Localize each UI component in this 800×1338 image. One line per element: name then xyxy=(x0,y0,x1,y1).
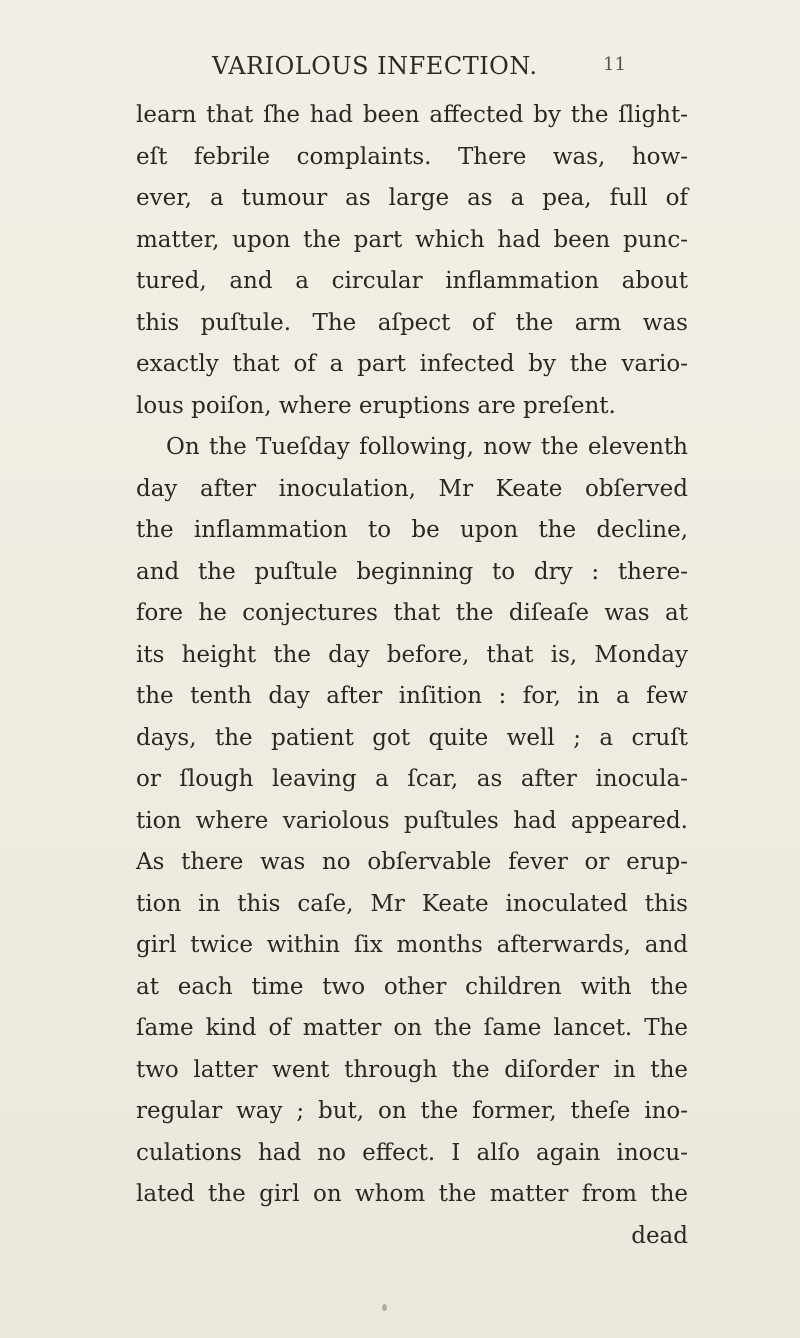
text-line: fore he conjectures that the diſeaſe was at xyxy=(136,600,688,626)
text-line: eſt febrile complaints. There was, how- xyxy=(136,143,688,170)
text-line: As there was no obſervable fever or erup- xyxy=(136,849,688,875)
catchword: dead xyxy=(631,1222,688,1249)
ink-spot xyxy=(382,1304,387,1311)
text-line: lous poiſon, where eruptions are preſent. xyxy=(136,392,616,419)
text-line: regular way ; but, on the former, theſe ino- xyxy=(136,1098,688,1124)
text-line: tured, and a circular inflammation about xyxy=(136,268,688,294)
text-line: tion in this caſe, Mr Keate inoculated this xyxy=(136,890,688,917)
text-line: days, the patient got quite well ; a cruſt xyxy=(136,724,688,751)
body-text xyxy=(136,95,688,1257)
text-line: matter, upon the part which had been punc- xyxy=(136,226,688,253)
text-line: day after inoculation, Mr Keate obſerved xyxy=(136,475,688,502)
text-line: girl twice within ſix months afterwards, and xyxy=(136,932,688,958)
text-line: lated the girl on whom the matter from the xyxy=(136,1181,688,1207)
text-line: its height the day before, that is, Monday xyxy=(136,641,688,668)
text-line: and the puſtule beginning to dry : there- xyxy=(136,558,688,585)
text-line: ever, a tumour as large as a pea, full of xyxy=(136,185,688,211)
text-line: ſame kind of matter on the ſame lancet. The xyxy=(136,1015,688,1041)
text-line: learn that ſhe had been affected by the ſlight- xyxy=(136,102,688,128)
text-line: at each time two other children with the xyxy=(136,973,688,1000)
running-head: VARIOLOUS INFECTION. xyxy=(212,52,538,80)
text-line: tion where variolous puſtules had appeared. xyxy=(136,807,688,834)
page-header xyxy=(0,52,800,88)
text-line: or ſlough leaving a ſcar, as after inocula- xyxy=(136,766,688,792)
page-number: 11 xyxy=(603,54,626,75)
text-line: culations had no effect. I alſo again inocu- xyxy=(136,1139,688,1166)
text-line: the inflammation to be upon the decline, xyxy=(136,517,688,543)
text-line: this puſtule. The aſpect of the arm was xyxy=(136,309,688,336)
text-line: exactly that of a part infected by the vario- xyxy=(136,351,688,377)
text-line: On the Tueſday following, now the eleventh xyxy=(166,434,688,460)
text-line: two latter went through the diſorder in the xyxy=(136,1056,688,1083)
text-line: the tenth day after inſition : for, in a few xyxy=(136,683,688,709)
